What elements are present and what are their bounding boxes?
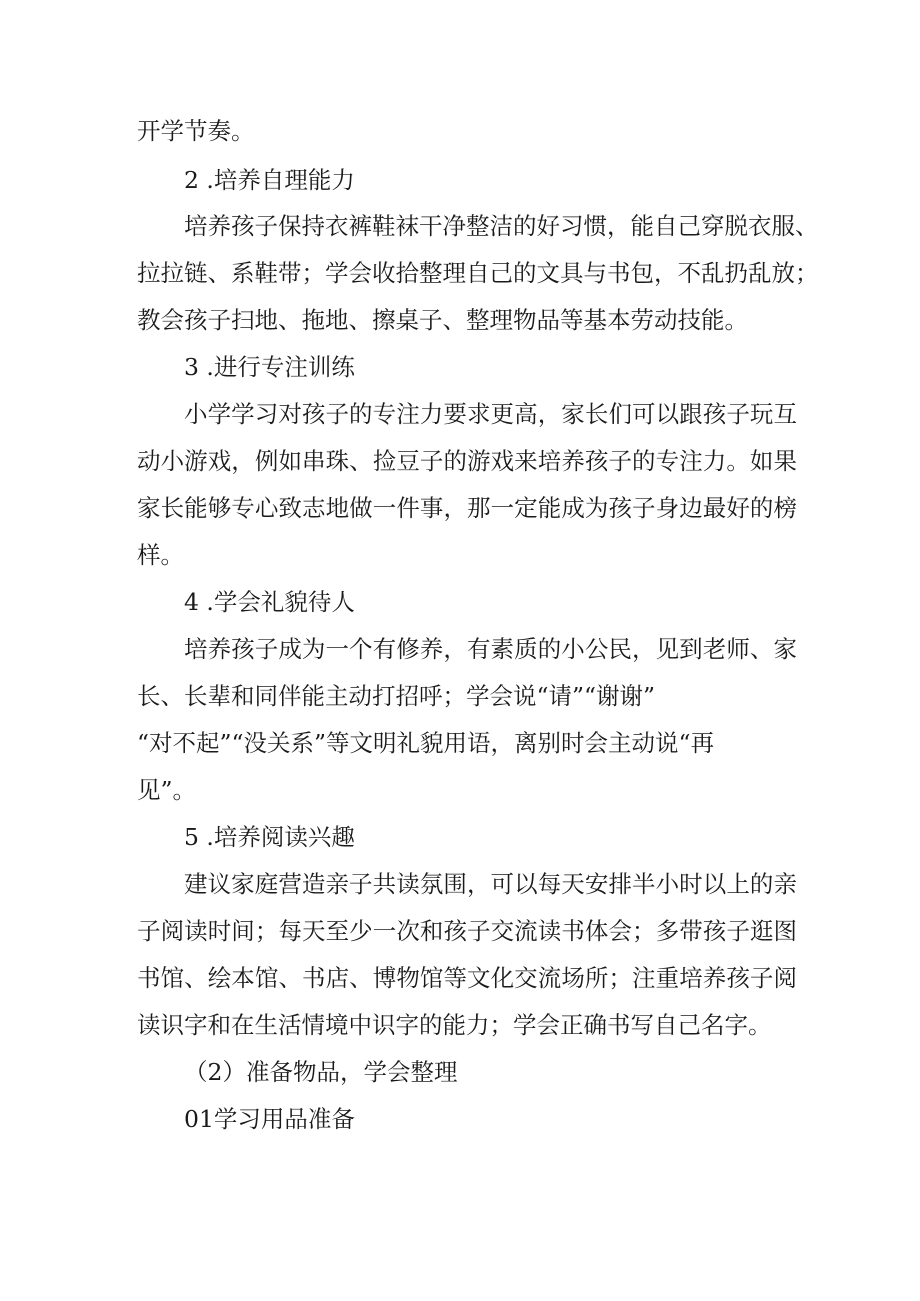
paragraph-line: 家长能够专心致志地做一件事，那一定能成为孩子身边最好的榜 <box>137 494 797 522</box>
subsection-heading: 01学习用品准备 <box>184 1105 355 1133</box>
paragraph-line: “对不起”“没关系”等文明礼貌用语，离别时会主动说“再 <box>137 729 715 757</box>
paragraph-line: 动小游戏，例如串珠、捡豆子的游戏来培养孩子的专注力。如果 <box>137 447 797 475</box>
section-heading: 5 .培养阅读兴趣 <box>184 823 355 851</box>
section-heading: 4 .学会礼貌待人 <box>184 588 355 616</box>
paragraph-line: 长、长辈和同伴能主动打招呼；学会说“请”“谢谢” <box>137 682 656 710</box>
paragraph-line: 子阅读时间；每天至少一次和孩子交流读书体会；多带孩子逛图 <box>137 917 797 945</box>
paragraph-line: 拉拉链、系鞋带；学会收拾整理自己的文具与书包，不乱扔乱放； <box>137 259 819 287</box>
paragraph-line: 培养孩子保持衣裤鞋袜干净整洁的好习惯，能自己穿脱衣服、 <box>184 212 819 240</box>
paragraph-line: 小学学习对孩子的专注力要求更高，家长们可以跟孩子玩互 <box>184 400 797 428</box>
section-heading: 2 .培养自理能力 <box>184 166 355 194</box>
paragraph-line: 建议家庭营造亲子共读氛围，可以每天安排半小时以上的亲 <box>184 870 797 898</box>
paragraph-line: 教会孩子扫地、拖地、擦桌子、整理物品等基本劳动技能。 <box>137 306 748 334</box>
paragraph-line: 见”。 <box>137 776 197 804</box>
paragraph-line: 开学节奏。 <box>137 117 255 145</box>
section-heading: 3 .进行专注训练 <box>184 353 355 381</box>
paragraph-line: 样。 <box>137 541 184 569</box>
subsection-heading: （2）准备物品，学会整理 <box>184 1058 458 1086</box>
paragraph-line: 培养孩子成为一个有修养，有素质的小公民，见到老师、家 <box>184 635 797 663</box>
paragraph-line: 书馆、绘本馆、书店、博物馆等文化交流场所；注重培养孩子阅 <box>137 964 797 992</box>
paragraph-line: 读识字和在生活情境中识字的能力；学会正确书写自己名字。 <box>137 1011 772 1039</box>
